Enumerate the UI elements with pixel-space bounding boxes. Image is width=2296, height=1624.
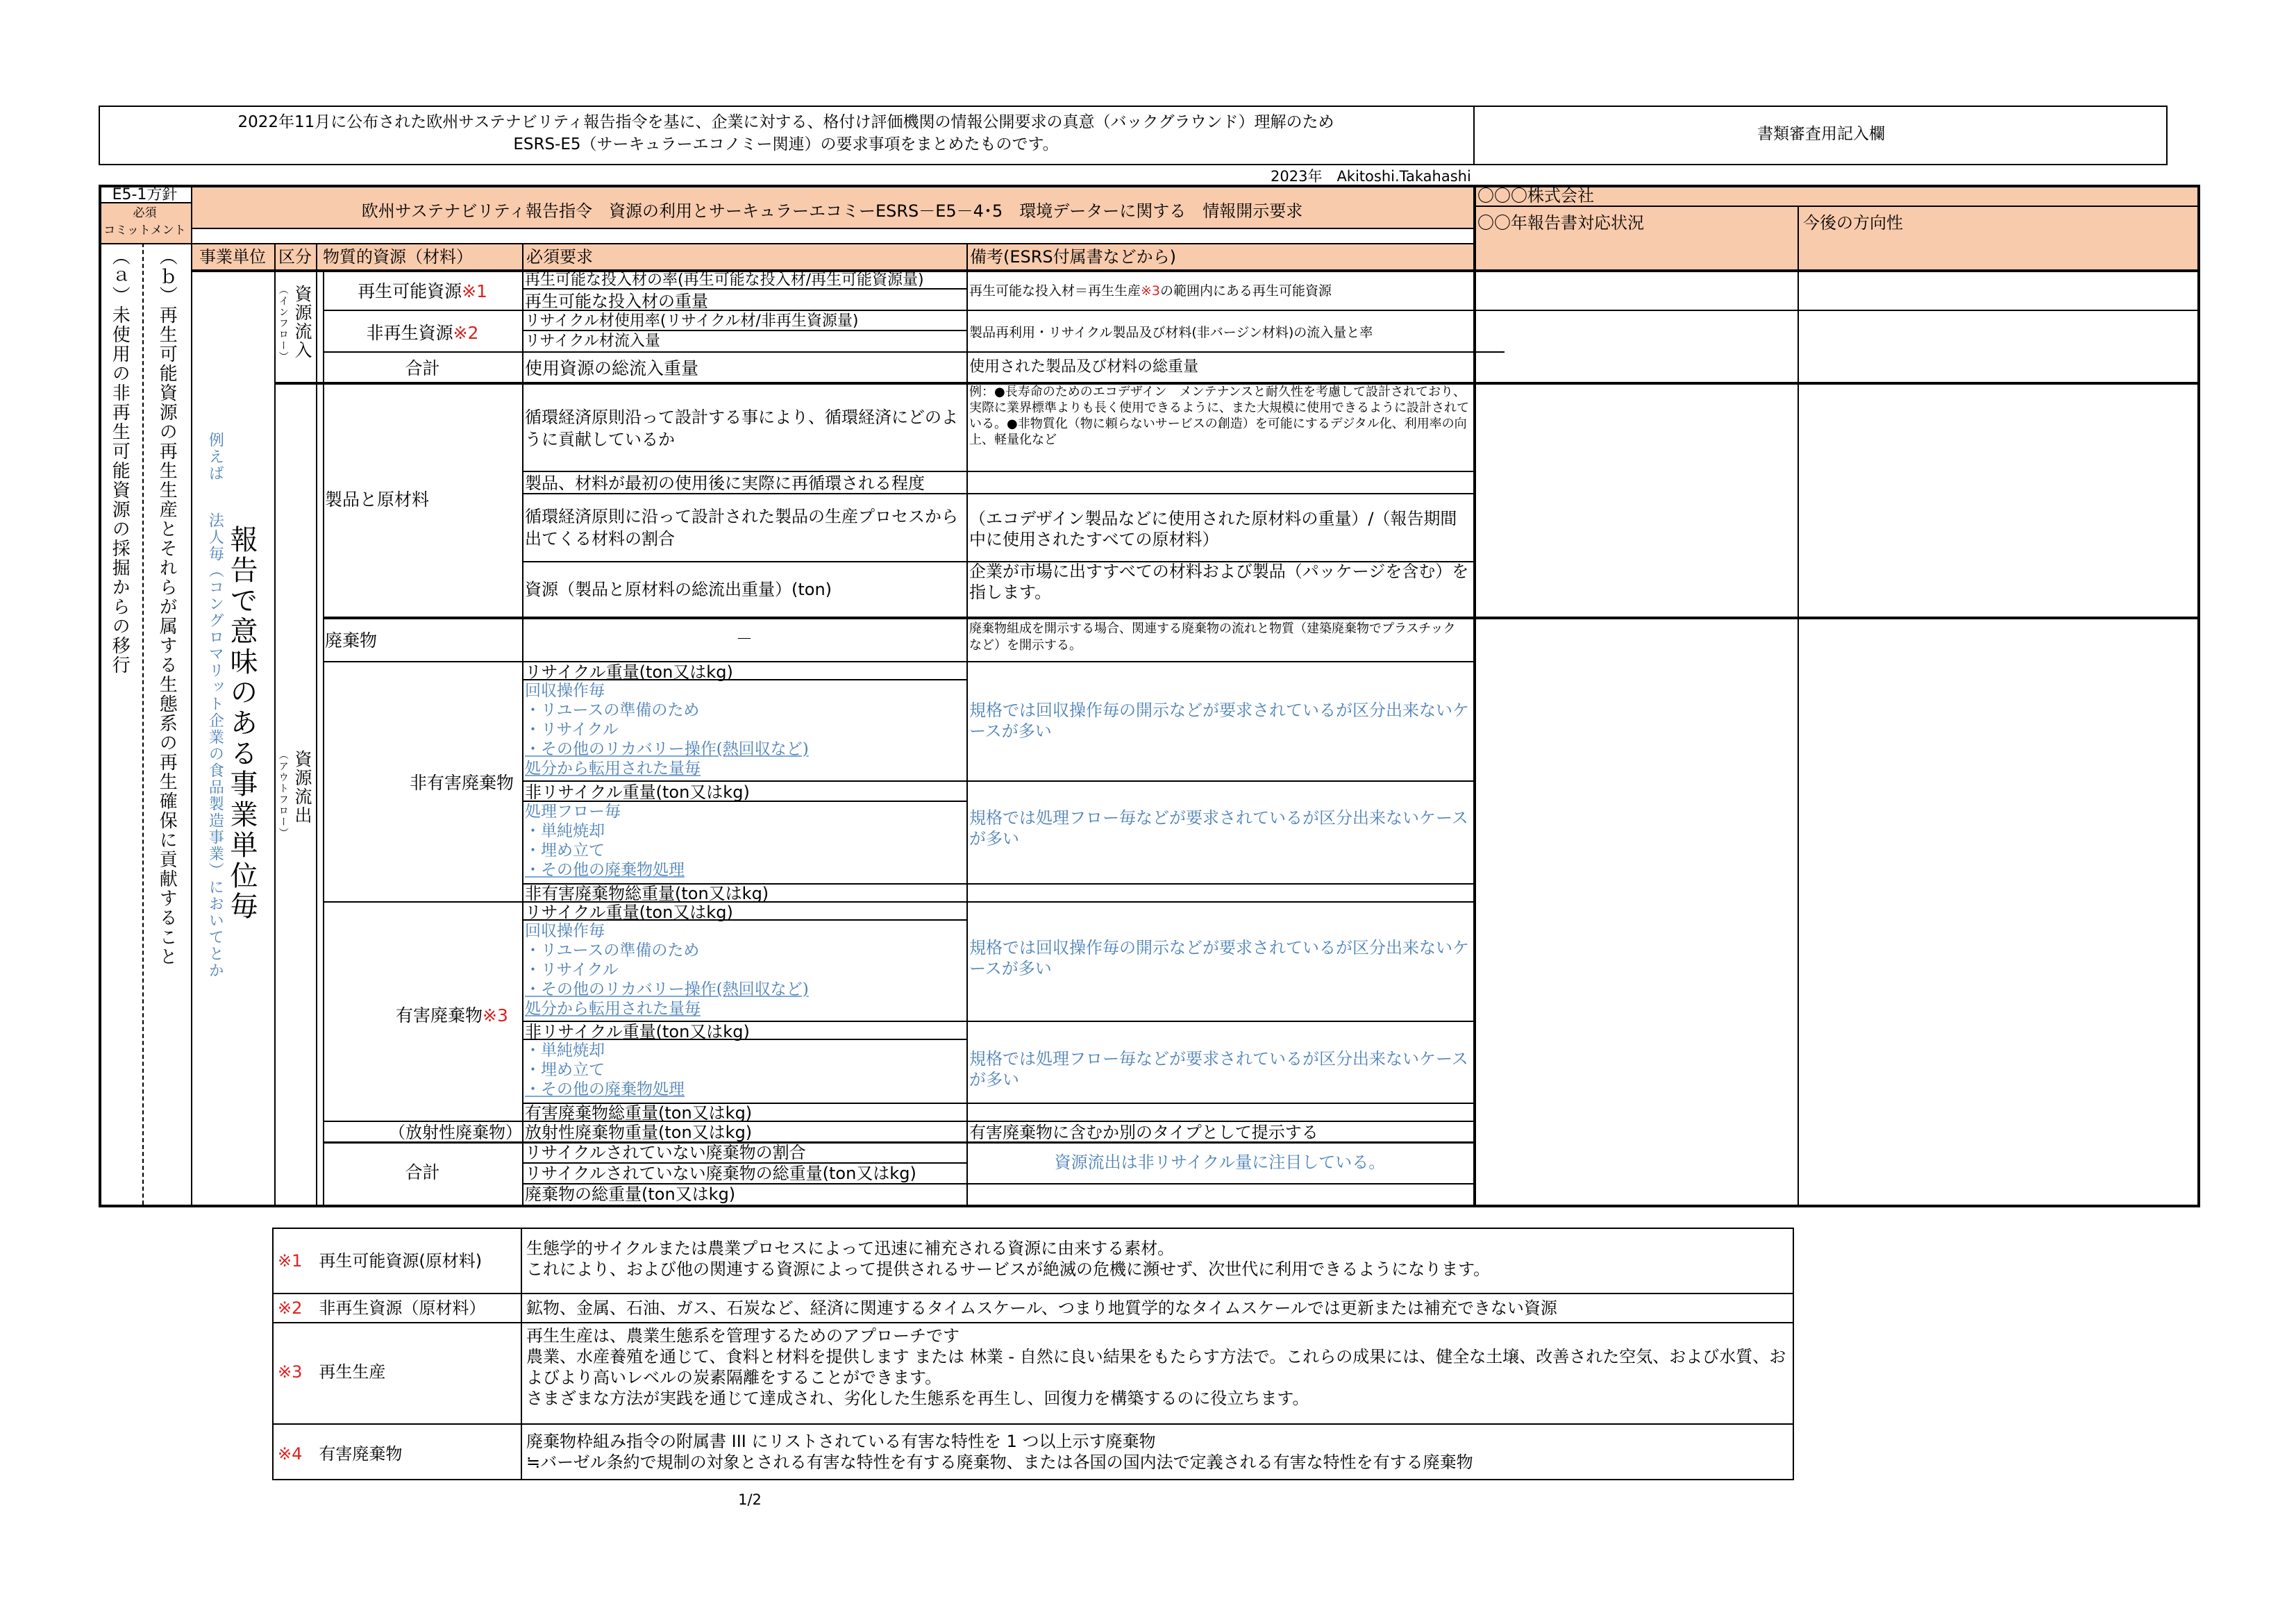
h-landfill: ・埋め立て — [525, 1061, 605, 1079]
h-other-disposal: ・その他の廃棄物処理 — [525, 1080, 685, 1098]
fn3-line2: 農業、水産養殖を通じて、食料と材料を提供します または 林業 - 自然に良い結果をもたらす方法で。これらの成果には、健全な土壌、改善された空気、および水質、お — [526, 1347, 1786, 1366]
radioactive-label: （放射性廃棄物） — [389, 1123, 522, 1142]
fn4-line2: ≒バーゼル条約で規制の対象とされる有害な特性を有する廃棄物、または各国の国内法で定義される有害な特性を有する廃棄物 — [526, 1453, 1473, 1472]
nh-total: 非有害廃棄物総重量(ton又はkg) — [525, 884, 769, 903]
nh-landfill: ・埋め立て — [525, 842, 605, 860]
fn3-term: ※3 再生生産 — [278, 1362, 386, 1382]
fn4-term: ※4 有害廃棄物 — [278, 1444, 403, 1464]
waste-dash: － — [736, 629, 753, 648]
h-note-flow: 規格では処理フロー毎などが要求されているが区分出来ないケースが多い — [969, 1049, 1468, 1089]
future-direction-header: 今後の方向性 — [1803, 213, 1903, 233]
col-category: 区分 — [278, 247, 312, 267]
main-title: 欧州サステナビリティ報告指令 資源の利用とサーキュラーエコミーESRS－E5－4･5 環境データーに関する 情報開示要求 — [361, 201, 1303, 221]
fn3-line4: さまざまな方法が実践を通じて達成され、劣化した生態系を再生し、回復力を構築するのに役立ちます。 — [526, 1389, 1309, 1408]
required-label: 必須 — [133, 206, 157, 220]
h-note-recovery: 規格では回収操作毎の開示などが要求されているが区分出来ないケースが多い — [969, 938, 1469, 978]
h-diverted: 処分から転用された量毎 — [525, 1000, 701, 1018]
radioactive-note: 有害廃棄物に含むか別のタイプとして提示する — [969, 1123, 1318, 1142]
page-number: 1/2 — [738, 1491, 762, 1508]
h-total: 有害廃棄物総重量(ton又はkg) — [525, 1103, 753, 1123]
commitment-label: コミットメント — [103, 224, 186, 237]
h-nonrecycle-weight: 非リサイクル重量(ton又はkg) — [525, 1022, 750, 1041]
inflow-total-label: 合計 — [405, 358, 440, 378]
nonrecycled-rate: リサイクルされていない廃棄物の割合 — [525, 1143, 806, 1162]
req-renewable-weight: 再生可能な投入材の重量 — [525, 292, 708, 311]
company-name: 〇〇〇株式会社 — [1477, 186, 1594, 206]
inflow-sub: （インフロー） — [277, 285, 289, 362]
review-label: 書類審査用記入欄 — [1757, 125, 1885, 143]
col-requirement: 必須要求 — [526, 247, 593, 267]
renewable-label: 再生可能資源※1 — [358, 281, 487, 301]
nh-nonrecycle-weight: 非リサイクル重量(ton又はkg) — [525, 782, 750, 802]
hazardous-label: 有害廃棄物※3 — [396, 1005, 508, 1026]
header-title-line1: 2022年11月に公布された欧州サステナビリティ報告指令を基に、企業に対する、格付け評価機関の情報公開要求の真意（バックグラウンド）理解のため — [237, 113, 1334, 131]
outflow-note: 資源流出は非リサイクル量に注目している。 — [1054, 1153, 1386, 1172]
note-recycled: 製品再利用・リサイクル製品及び材料(非バージン材料)の流入量と率 — [969, 325, 1373, 340]
col-material: 物質的資源（材料） — [323, 247, 473, 267]
meaningful-unit-text: 報告で意味のある事業単位毎 — [226, 525, 258, 922]
nh-recycle-weight: リサイクル重量(ton又はkg) — [525, 662, 733, 682]
nonrecycled-total: リサイクルされていない廃棄物の総重量(ton又はkg) — [525, 1164, 916, 1183]
req-recycled-inflow: リサイクル材流入量 — [525, 333, 660, 350]
h-incineration: ・単純焼却 — [525, 1041, 605, 1060]
side-b-text: （ｂ）再生可能資源の再生生産とそれらが属する生態系の再生確保に貢献すること — [156, 247, 178, 966]
fn1-term: ※1 再生可能資源(原材料) — [278, 1251, 483, 1271]
fn4-line1: 廃棄物枠組み指令の附属書 III にリストされている有害な特性を 1 つ以上示す廃棄物 — [526, 1432, 1156, 1451]
outflow-label: 資源流出 — [292, 750, 312, 825]
nonhazardous-label: 非有害廃棄物 — [410, 773, 514, 793]
waste-total-label: 合計 — [405, 1162, 440, 1182]
nonrenewable-label: 非再生資源※2 — [366, 323, 479, 343]
nh-other-recovery: ・その他のリカバリー操作(熱回収など) — [525, 740, 809, 758]
waste-label: 廃棄物 — [325, 630, 378, 651]
nh-note-recovery: 規格では回収操作毎の開示などが要求されているが区分出来ないケースが多い — [969, 701, 1469, 741]
outflow-sub: （アウトフロー） — [277, 750, 289, 839]
header-title-line2: ESRS-E5（サーキュラーエコノミー関連）の要求事項をまとめたものです。 — [513, 135, 1059, 153]
products-label: 製品と原材料 — [325, 489, 430, 510]
author: 2023年 Akitoshi.Takahashi — [1271, 168, 1471, 185]
fn2-line1: 鉱物、金属、石油、ガス、石炭など、経済に関連するタイムスケール、つまり地質学的なタイムスケールでは更新または補充できない資源 — [526, 1298, 1557, 1318]
nh-reuse: ・リユースの準備のため — [525, 701, 700, 719]
h-recycle: ・リサイクル — [525, 961, 619, 979]
products-note3: （エコデザイン製品などに使用された原材料の重量）/（報告期間中に使用されたすべての原材料） — [969, 509, 1457, 549]
h-other-recovery: ・その他のリカバリー操作(熱回収など) — [525, 980, 809, 998]
products-note1: 例：●長寿命のためのエコデザイン メンテナンスと耐久性を考慮して設計されており、実際に業界標準よりも長く使用できるように、また大規模に使用できるように設計されている。●非物質化（物に頼らないサービスの創造）を可能にするデジタル化、利用率の向上、軽量化など — [969, 385, 1469, 447]
products-req1: 循環経済原則沿って設計する事により、循環経済にどのように貢献しているか — [525, 408, 958, 449]
fn1-line2: これにより、および他の関連する資源によって提供されるサービスが絶滅の危機に瀕せず、次世代に利用できるようになります。 — [526, 1259, 1491, 1279]
h-recovery-ops: 回収操作毎 — [525, 922, 605, 940]
col-unit: 事業単位 — [199, 247, 266, 267]
products-req3: 循環経済原則に沿って設計された製品の生産プロセスから出てくる材料の割合 — [525, 507, 958, 549]
nh-process-flow: 処理フロー毎 — [525, 803, 621, 821]
waste-total-weight: 廃棄物の総重量(ton又はkg) — [525, 1184, 736, 1204]
example-label: 例えば — [206, 432, 224, 482]
col-note: 備考(ESRS付属書などから) — [970, 247, 1177, 267]
h-recycle-weight: リサイクル重量(ton又はkg) — [525, 903, 733, 922]
h-reuse: ・リユースの準備のため — [525, 941, 700, 960]
req-renewable-rate: 再生可能な投入材の率(再生可能な投入材/再生可能資源量) — [525, 271, 924, 289]
note-renewable: 再生可能な投入材＝再生生産※3の範囲内にある再生可能資源 — [969, 283, 1332, 299]
radioactive-total: 放射性廃棄物重量(ton又はkg) — [525, 1123, 753, 1142]
fn1-line1: 生態学的サイクルまたは農業プロセスによって迅速に補充される資源に由来する素材。 — [526, 1239, 1175, 1258]
products-req4: 資源（製品と原材料の総流出重量）(ton) — [525, 580, 832, 599]
products-req2: 製品、材料が最初の使用後に実際に再循環される程度 — [525, 474, 925, 493]
example-text: 法人毎（コングロマリット企業の食品製造事業）においてとか — [206, 512, 224, 979]
nh-diverted: 処分から転用された量毎 — [525, 760, 701, 778]
waste-note: 廃棄物組成を開示する場合、関連する廃棄物の流れと物質（建築廃棄物でプラスチック など）を開示する。 — [969, 621, 1456, 653]
note-total-inflow: 使用された製品及び材料の総重量 — [969, 358, 1199, 376]
nh-recovery-ops: 回収操作毎 — [525, 682, 605, 700]
nh-incineration: ・単純焼却 — [525, 822, 605, 840]
nh-recycle: ・リサイクル — [525, 721, 619, 739]
nh-other-disposal: ・その他の廃棄物処理 — [525, 861, 685, 879]
products-note4: 企業が市場に出すすべての材料および製品（パッケージを含む）を指します。 — [969, 562, 1469, 602]
req-total-inflow: 使用資源の総流入重量 — [525, 358, 699, 378]
inflow-label: 資源流入 — [292, 285, 312, 360]
fn2-term: ※2 非再生資源（原材料） — [278, 1298, 486, 1318]
req-recycled-rate: リサイクル材使用率(リサイクル材/非再生資源量) — [525, 312, 859, 330]
fn3-line3: よびより高いレベルの炭素隔離をすることができます。 — [526, 1368, 942, 1387]
policy-code: E5-1方針 — [112, 186, 178, 203]
side-a-text: （ａ）未使用の非再生可能資源の採掘からの移行 — [109, 247, 131, 675]
fn3-line1: 再生生産は、農業生態系を管理するためのアプローチです — [526, 1326, 960, 1346]
report-status-header: 〇〇年報告書対応状況 — [1477, 213, 1644, 233]
nh-note-flow: 規格では処理フロー毎などが要求されているが区分出来ないケースが多い — [969, 808, 1468, 848]
